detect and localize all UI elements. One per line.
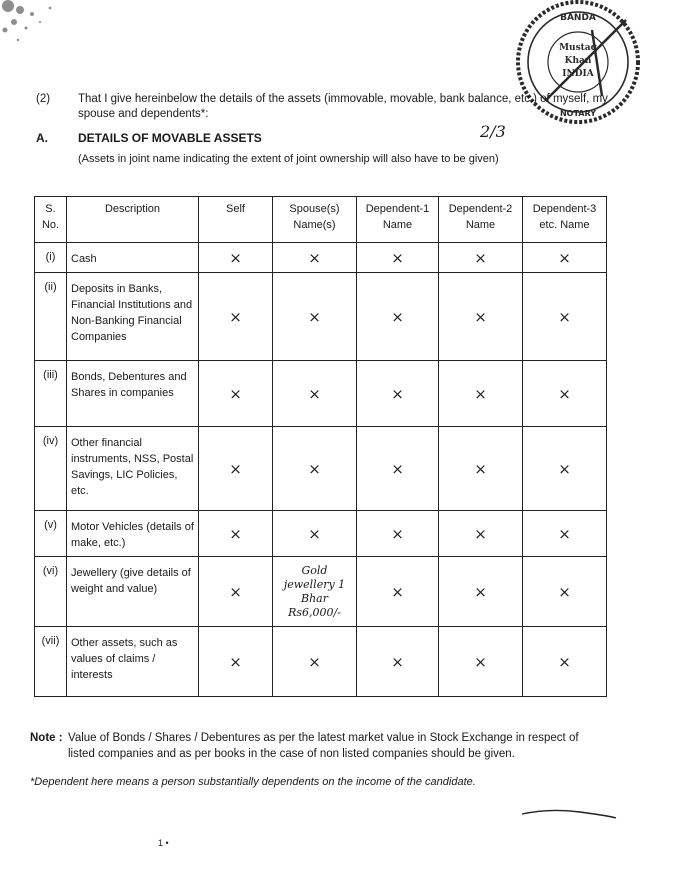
cell-spouse-jewellery: Gold jewellery 1 Bhar Rs6,000/- <box>273 557 357 627</box>
header-dependent-1: Dependent-1 Name <box>357 197 439 243</box>
cell-dependent-1: × <box>357 273 439 361</box>
cell-dependent-1: × <box>357 427 439 511</box>
handwritten-page-number: 2/3 <box>480 122 506 141</box>
row-description: Motor Vehicles (details of make, etc.) <box>67 511 199 557</box>
row-sno: (vi) <box>35 557 67 627</box>
cell-dependent-3: × <box>523 361 607 427</box>
cell-self: × <box>199 557 273 627</box>
row-description: Other financial instruments, NSS, Postal Savings, LIC Policies, etc. <box>67 427 199 511</box>
page-mark: 1 • <box>158 838 169 848</box>
cell-self: × <box>199 273 273 361</box>
row-sno: (i) <box>35 243 67 273</box>
table-row <box>35 243 607 273</box>
cell-dependent-3: × <box>523 557 607 627</box>
section-subtitle: (Assets in joint name indicating the extent of joint ownership will also have to be given) <box>78 153 499 165</box>
paragraph-number: (2) <box>36 93 51 105</box>
table-row <box>35 273 607 361</box>
paragraph-text: That I give hereinbelow the details of the assets (immovable, movable, bank balance, etc.) of myself, my spouse and dependents*: <box>78 93 608 120</box>
cell-dependent-3: × <box>523 427 607 511</box>
cell-dependent-2: × <box>439 627 523 697</box>
header-self: Self <box>199 197 273 243</box>
row-description: Bonds, Debentures and Shares in companies <box>67 361 199 427</box>
row-sno: (iv) <box>35 427 67 511</box>
scan-smudge <box>0 0 90 70</box>
header-sno: S. No. <box>35 197 67 243</box>
cell-self: × <box>199 511 273 557</box>
row-description: Jewellery (give details of weight and value) <box>67 557 199 627</box>
cell-dependent-2: × <box>439 361 523 427</box>
stamp-line-1: Mustaq <box>559 43 597 53</box>
cell-spouse: × <box>273 627 357 697</box>
cell-dependent-2: × <box>439 427 523 511</box>
movable-assets-table <box>34 196 607 697</box>
table-row <box>35 557 607 627</box>
cell-dependent-1: × <box>357 511 439 557</box>
cell-dependent-2: × <box>439 273 523 361</box>
cell-dependent-2: × <box>439 557 523 627</box>
cell-dependent-2: × <box>439 511 523 557</box>
stamp-top-text: BANDA <box>560 13 596 23</box>
cell-spouse: × <box>273 511 357 557</box>
stamp-line-2: Khan <box>564 56 592 66</box>
header-spouse: Spouse(s) Name(s) <box>273 197 357 243</box>
row-description: Deposits in Banks, Financial Institutions and Non-Banking Financial Companies <box>67 273 199 361</box>
dependent-definition: *Dependent here means a person substantially dependents on the income of the candidate. <box>30 776 476 788</box>
row-sno: (vii) <box>35 627 67 697</box>
cell-self: × <box>199 427 273 511</box>
stamp-bottom-text: NOTARY <box>559 109 597 118</box>
cell-spouse: × <box>273 273 357 361</box>
row-description: Other assets, such as values of claims / interests <box>67 627 199 697</box>
signature-stroke <box>520 804 620 824</box>
cell-spouse: × <box>273 361 357 427</box>
table-row <box>35 627 607 697</box>
row-sno: (iii) <box>35 361 67 427</box>
table-row <box>35 361 607 427</box>
table-row <box>35 427 607 511</box>
row-sno: (ii) <box>35 273 67 361</box>
cell-spouse: × <box>273 427 357 511</box>
row-sno: (v) <box>35 511 67 557</box>
cell-dependent-3: × <box>523 273 607 361</box>
cell-dependent-2: × <box>439 243 523 273</box>
header-description: Description <box>67 197 199 243</box>
header-dependent-2: Dependent-2 Name <box>439 197 523 243</box>
section-title: DETAILS OF MOVABLE ASSETS <box>78 131 262 145</box>
cell-dependent-1: × <box>357 243 439 273</box>
header-dependent-3: Dependent-3 etc. Name <box>523 197 607 243</box>
table-row <box>35 511 607 557</box>
cell-dependent-1: × <box>357 557 439 627</box>
cell-dependent-3: × <box>523 511 607 557</box>
note-text: Value of Bonds / Shares / Debentures as per the latest market value in Stock Exchange in respect of listed companies and as per books in the case of non listed companies should be given. <box>68 732 579 760</box>
cell-dependent-1: × <box>357 627 439 697</box>
cell-spouse: × <box>273 243 357 273</box>
cell-self: × <box>199 243 273 273</box>
section-letter: A. <box>36 131 48 145</box>
cell-dependent-3: × <box>523 627 607 697</box>
table-header-row <box>35 197 607 243</box>
cell-dependent-1: × <box>357 361 439 427</box>
cell-dependent-3: × <box>523 243 607 273</box>
cell-self: × <box>199 627 273 697</box>
note-label: Note : <box>30 732 63 744</box>
cell-self: × <box>199 361 273 427</box>
stamp-line-3: INDIA <box>562 69 594 79</box>
row-description: Cash <box>67 243 199 273</box>
